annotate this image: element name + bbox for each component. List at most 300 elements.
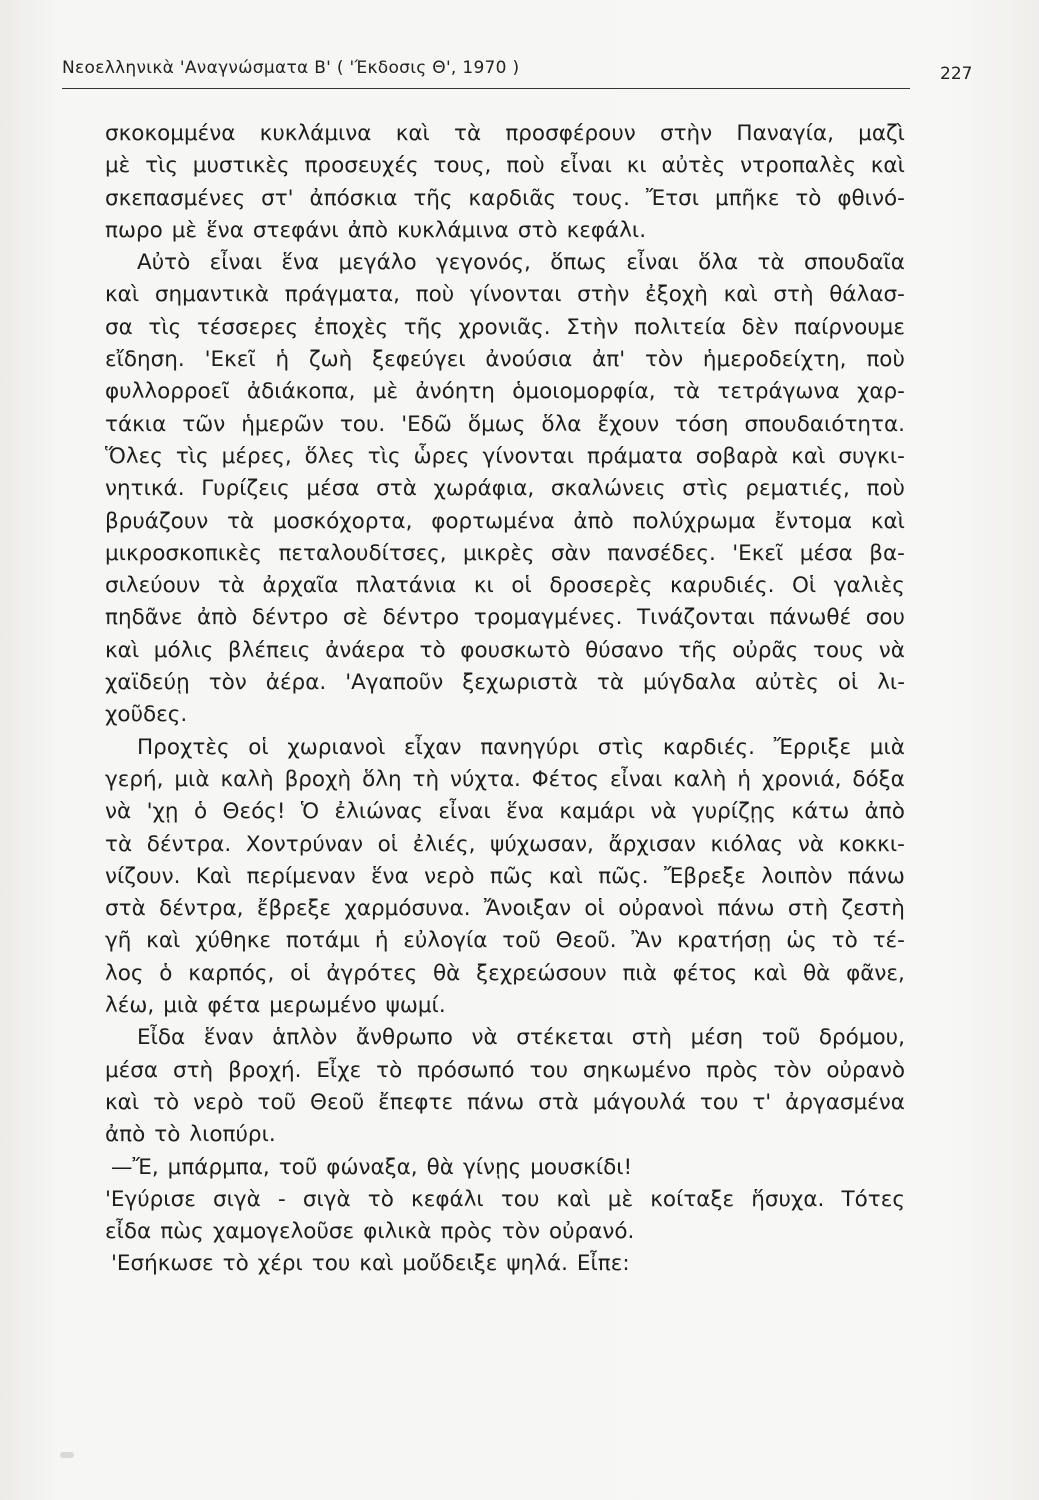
word: —Ἔ, [111, 1154, 159, 1180]
word: χρονιᾶς. [458, 314, 551, 340]
word: σιλεύουν [105, 573, 201, 599]
word: του [500, 1186, 540, 1212]
text-line [105, 506, 905, 538]
word: φθινό- [837, 185, 905, 211]
word: Ἄνοιξαν [483, 896, 572, 922]
word: τοῦ [761, 1025, 801, 1051]
page-smudge [60, 1452, 74, 1458]
word: οἱ [511, 573, 532, 599]
word: οἱ [377, 831, 399, 857]
word: τὶς [145, 153, 178, 179]
word: σὲ [342, 605, 369, 631]
word: σπουδαιότητα. [744, 411, 905, 437]
word: τοῦ [278, 1154, 318, 1180]
word: ποὺ [506, 153, 545, 179]
word: τὶς [175, 443, 209, 469]
word: ἀπὸ [197, 605, 238, 631]
word: συγκι- [838, 443, 905, 469]
word: ἀνούσια [485, 347, 573, 373]
word: φέτος [672, 960, 738, 986]
word: πρὸς [440, 1219, 493, 1245]
word: περίμεναν [246, 863, 356, 889]
word: πάνωθέ [769, 605, 852, 631]
word: δέντρα. [146, 831, 232, 857]
word: νὰ [878, 637, 905, 663]
word: πανηγύρι [480, 734, 580, 760]
word: στ' [261, 185, 294, 211]
word: γῆ [105, 928, 132, 954]
word: τῶν [182, 411, 226, 437]
word: ἐλιές, [412, 831, 476, 857]
word: ὁ [159, 960, 173, 986]
word: ψωμί. [385, 993, 446, 1019]
word: αὐτὲς [755, 670, 819, 696]
word: μιὰ [174, 766, 210, 792]
word: δροσερὲς [549, 573, 653, 599]
word: στὰ [538, 1089, 579, 1115]
word: ρεματιές, [745, 476, 850, 502]
word: δὲν [741, 314, 779, 340]
word: ἀπόσκια [309, 185, 398, 211]
word: τῆς [413, 185, 453, 211]
text-line [105, 893, 905, 925]
word: χύθηκε [195, 928, 272, 954]
word: ποτάμι [285, 928, 361, 954]
word: τὸ [831, 928, 858, 954]
word: γίνονται [482, 443, 575, 469]
word: τὰ [596, 670, 625, 696]
word: δέντρα, [159, 896, 244, 922]
word: ζεστὴ [841, 896, 905, 922]
text-line [105, 1248, 905, 1280]
text-line [105, 441, 905, 473]
word: χοῦδες. [105, 702, 188, 728]
word: ἀπὸ [573, 508, 614, 534]
word: λι- [877, 670, 905, 696]
word: μέσα [306, 476, 360, 502]
word: νύχτα. [450, 766, 521, 792]
word: του [311, 1251, 351, 1277]
word: ὅπως [550, 250, 607, 276]
word: Τότες [841, 1186, 905, 1212]
text-line [105, 376, 905, 408]
word: καρδιές. [662, 734, 755, 760]
text-line [105, 150, 905, 182]
word: τὸ [222, 1251, 249, 1277]
word: Γυρίζεις [201, 476, 290, 502]
word: σὰν [550, 540, 591, 566]
word: κεφάλι. [566, 217, 647, 243]
word: χωριανοὶ [287, 734, 386, 760]
word: 'Εδῶ [401, 411, 452, 437]
text-line [105, 990, 905, 1022]
word: τὰ [217, 573, 245, 599]
word: ἀπὸ [864, 799, 905, 825]
word: μουσκίδι! [530, 1154, 633, 1180]
word: γυρίζῃς [691, 799, 777, 825]
word: τῆς [678, 637, 718, 663]
text-line [105, 1184, 905, 1216]
word: τ' [752, 1089, 772, 1115]
word: δέντρο [382, 605, 460, 631]
word: ὁ [193, 799, 208, 825]
word: Ἔτσι [645, 185, 700, 211]
body-text [105, 118, 905, 1281]
word: στὰ [376, 476, 417, 502]
word: κυκλάμινα [259, 121, 372, 146]
word: ἀπὸ [105, 1122, 146, 1148]
word: τὸ [376, 1057, 403, 1083]
word: Οἱ [792, 573, 817, 599]
word: μέση [690, 1025, 744, 1051]
word: δόξα [852, 766, 905, 792]
word: οἱ [248, 734, 269, 760]
word: φυλλορροεῖ [105, 379, 230, 405]
word: νὰ [650, 799, 677, 825]
word: τοῦ [257, 1089, 297, 1115]
word: τὸ [154, 1122, 181, 1148]
word: βροχή. [228, 1057, 302, 1083]
word: κάτω [791, 799, 850, 825]
word: ξεχωριστὰ [462, 670, 578, 696]
word: εἶδα [105, 1219, 152, 1245]
word: οὐρανοὶ [618, 896, 705, 922]
word: κι [626, 153, 647, 179]
word: νερὸ [424, 863, 475, 889]
word: στὴ [172, 1057, 214, 1083]
word: εἶναι [559, 153, 612, 179]
word: σημαντικὰ [154, 282, 269, 308]
word: Εἶχε [316, 1057, 362, 1083]
word: ὅλη [362, 766, 402, 792]
word: 'Εσήκωσε [111, 1251, 214, 1277]
word: μέσα [799, 540, 853, 566]
text-line [105, 796, 905, 828]
text-line [105, 829, 905, 861]
word: γίνονται [469, 282, 562, 308]
word: πάνω [467, 1089, 525, 1115]
word: τετράγωνα [717, 379, 840, 405]
word: βλέπεις [227, 637, 311, 663]
word: χωράφια, [433, 476, 535, 502]
word: χαρμόσυνα. [344, 896, 471, 922]
word: στὴ [787, 896, 829, 922]
word: - [277, 1186, 286, 1212]
word: σκοκομμένα [105, 121, 236, 146]
word: νὰ [471, 1025, 498, 1051]
word: μὲ [171, 217, 198, 243]
word: πωρο [105, 217, 163, 243]
word: καὶ [556, 1186, 591, 1212]
word: τὰ [105, 831, 133, 857]
text-line [105, 1152, 905, 1184]
word: βρυάζουν [105, 508, 209, 534]
word: γερή, [105, 766, 164, 792]
word: σπουδαῖα [804, 250, 905, 276]
word: ἄνθρωπο [355, 1025, 453, 1051]
word: ἔπεφτε [378, 1089, 454, 1115]
word: μοὔδειξε [402, 1251, 498, 1277]
word: νὰ [105, 799, 132, 825]
word: εἶναι [438, 799, 491, 825]
word: δρόμου, [818, 1025, 905, 1051]
word: κοκκι- [838, 831, 905, 857]
word: Φέτος [531, 766, 600, 792]
word: του [529, 1057, 569, 1083]
word: πεταλουδίτσες, [278, 540, 447, 566]
word: θύσανο [585, 637, 664, 663]
text-line [105, 1055, 905, 1087]
word: ξεφεύγει [372, 347, 466, 373]
word: καὶ [870, 508, 905, 534]
word: ἐποχὲς [313, 314, 389, 340]
word: στὴ [773, 282, 814, 308]
word: Ἔβρεξε [663, 863, 746, 889]
text-line [105, 1119, 905, 1151]
word: φορτωμένα [431, 508, 555, 534]
word: ζωὴ [308, 347, 353, 373]
word: Προχτὲς [137, 734, 230, 760]
word: οἱ [584, 896, 605, 922]
word: ἡ [737, 766, 751, 792]
word: σου [865, 605, 905, 631]
word: μόλις [153, 637, 214, 663]
text-line [105, 215, 905, 247]
word: χαμογελοῦσε [212, 1219, 355, 1245]
word: σιγὰ [302, 1186, 351, 1212]
word: Ὁ [300, 799, 320, 825]
word: Θεοῦ. [555, 928, 617, 954]
word: μέρες, [221, 443, 292, 469]
page-number: 227 [940, 64, 973, 84]
word: Θεός! [222, 799, 286, 825]
word: τοῦ [502, 928, 541, 954]
word: παίρνουμε [794, 314, 905, 340]
word: τάκια [105, 411, 167, 437]
word: τὰ [672, 379, 701, 405]
word: ἀργασμένα [785, 1089, 905, 1115]
word: τὰ [454, 121, 482, 146]
word: τρομαγμένες. [473, 605, 623, 631]
word: μὲ [372, 379, 399, 405]
word: ὅμως [467, 411, 526, 437]
word: ἀνάερα [325, 637, 405, 663]
word: ἀνόητη [415, 379, 495, 405]
text-line [105, 409, 905, 441]
word: φέτα [207, 993, 261, 1019]
word: τους, [433, 153, 492, 179]
word: πολύχρωμα [632, 508, 756, 534]
word: νητικά. [105, 476, 185, 502]
word: πηδᾶνε [105, 605, 183, 631]
word: τους. [572, 185, 631, 211]
word: Ἔρριξε [773, 734, 852, 760]
text-line [105, 1216, 905, 1248]
word: ἔντομα [774, 508, 853, 534]
word: ποὺ [866, 347, 905, 373]
word: μοσκόχορτα, [272, 508, 413, 534]
word: τὰ [757, 250, 785, 276]
word: τὴ [412, 766, 440, 792]
word: λέω, [105, 993, 155, 1019]
running-head: Νεοελληνικὰ 'Αναγνώσματα Β' ( 'Έκδοσις Θ', 1970 ) [62, 58, 520, 78]
word: εἴδηση. [105, 347, 185, 373]
word: σκεπασμένες [105, 185, 246, 211]
word: σα [105, 314, 133, 340]
word: φώναξα, [326, 1154, 418, 1180]
word: πρὸς [706, 1057, 759, 1083]
word: ἀδιάκοπα, [246, 379, 356, 405]
word: προσφέρουν [505, 121, 636, 146]
word: τὸ [367, 1186, 394, 1212]
word: καὶ [753, 960, 788, 986]
word: πῶς [489, 863, 534, 889]
word: ἀπὸ [347, 217, 388, 243]
word: ἀπ' [592, 347, 626, 373]
word: ὡς [786, 928, 817, 954]
word: καὶ [548, 863, 583, 889]
word: καὶ [870, 153, 905, 179]
word: οὐρανό. [548, 1219, 635, 1245]
header-rule [62, 88, 910, 89]
word: τῆς [403, 314, 443, 340]
word: 'Εκεῖ [732, 540, 784, 566]
word: πράγματα, [284, 282, 400, 308]
word: ἡ [374, 928, 389, 954]
text-line [105, 1087, 905, 1119]
word: μιὰ [163, 993, 199, 1019]
word: οἱ [837, 670, 859, 696]
word: καμάρι [559, 799, 635, 825]
text-line [105, 732, 905, 764]
word: θάλασ- [829, 282, 905, 308]
word: ἀέρα. [265, 670, 327, 696]
word: εὐλογία [403, 928, 488, 954]
word: Χοντρύναν [245, 831, 363, 857]
word: ἔβρεξε [256, 896, 332, 922]
word: κεφάλι [411, 1186, 484, 1212]
text-line [105, 861, 905, 893]
word: ὅλες [304, 443, 355, 469]
word: πῶς. [598, 863, 649, 889]
word: Καὶ [195, 863, 232, 889]
word: οὐρανὸ [826, 1057, 905, 1083]
word: πάνω [717, 896, 775, 922]
text-line [105, 958, 905, 990]
word: πὼς [160, 1219, 204, 1245]
text-line [105, 667, 905, 699]
word: μάγουλά [592, 1089, 686, 1115]
word: δέντρο [251, 605, 329, 631]
word: ἕνα [506, 799, 544, 825]
word: λιοπύρι. [189, 1122, 276, 1148]
word: 'Εκεῖ [204, 347, 256, 373]
word: ὅλα [541, 411, 582, 437]
word: φιλικὰ [363, 1219, 432, 1245]
word: εἶναι [626, 250, 679, 276]
word: χαϊδεύῃ [105, 670, 190, 696]
word: μικροσκοπικὲς [105, 540, 263, 566]
word: προσευχές [304, 153, 419, 179]
word: στὶς [682, 476, 729, 502]
word: τὸν [501, 1219, 540, 1245]
word: ποὺ [415, 282, 455, 308]
word: καὶ [791, 443, 826, 469]
text-line [105, 247, 905, 279]
word: σκαλώνεις [550, 476, 666, 502]
word: καρπός, [188, 960, 275, 986]
word: ψύχωσαν, [490, 831, 594, 857]
word: ντροπαλὲς [740, 153, 856, 179]
word: κυκλάμινα [397, 217, 509, 243]
word: πιὰ [622, 960, 657, 986]
word: καρυδιές. [670, 573, 775, 599]
word: σοβαρὰ [695, 443, 779, 469]
word: τὶς [367, 443, 401, 469]
word: πράματα [587, 443, 683, 469]
word: 'χῃ [146, 799, 179, 825]
word: ἕνα [206, 217, 244, 243]
word: ὁμοιομορφία, [512, 379, 656, 405]
word: καλὴ [220, 766, 274, 792]
word: μέσα [105, 1057, 159, 1083]
text-line [105, 635, 905, 667]
word: κοίταξε [650, 1186, 735, 1212]
word: μπάρμπα, [167, 1154, 270, 1180]
word: ξεχρεώσουν [476, 960, 607, 986]
word: ἡ [275, 347, 290, 373]
word: Αὐτὸ [137, 250, 191, 276]
word: κρατήσῃ [677, 928, 772, 954]
word: νίζουν. [105, 863, 181, 889]
word: καλὴ [673, 766, 727, 792]
text-line [105, 538, 905, 570]
word: ἕνα [370, 863, 409, 889]
word: λος [105, 960, 144, 986]
word: Στὴν [566, 314, 619, 340]
text-line [105, 1022, 905, 1054]
word: τὰ [227, 508, 255, 534]
word: νερὸ [193, 1089, 244, 1115]
word: χέρι [257, 1251, 303, 1277]
text-line [105, 699, 905, 731]
text-line [105, 764, 905, 796]
word: ἡμερῶν [241, 411, 324, 437]
word: πρόσωπό [417, 1057, 515, 1083]
word: καὶ [146, 928, 181, 954]
word: πολιτεία [633, 314, 727, 340]
word: Θεοῦ [310, 1089, 365, 1115]
word: στεφάνι [252, 217, 339, 243]
word: κι [473, 573, 494, 599]
word: μυστικὲς [192, 153, 290, 179]
word: εἶναι [209, 250, 262, 276]
word: στέκεται [516, 1025, 614, 1051]
word: ψηλά. [506, 1251, 568, 1277]
word: καὶ [105, 637, 140, 663]
word: φουσκωτὸ [460, 637, 571, 663]
word: φᾶνε, [846, 960, 905, 986]
word: τὸν [208, 670, 247, 696]
word: γίνῃς [462, 1154, 522, 1180]
word: πλατάνια [355, 573, 457, 599]
word: κιόλας [710, 831, 784, 857]
word: ἀγρότες [326, 960, 418, 986]
word: τὸ [795, 185, 822, 211]
word: τόση [675, 411, 729, 437]
word: ἁπλὸν [272, 1025, 338, 1051]
word: οὐρᾶς [732, 637, 799, 663]
